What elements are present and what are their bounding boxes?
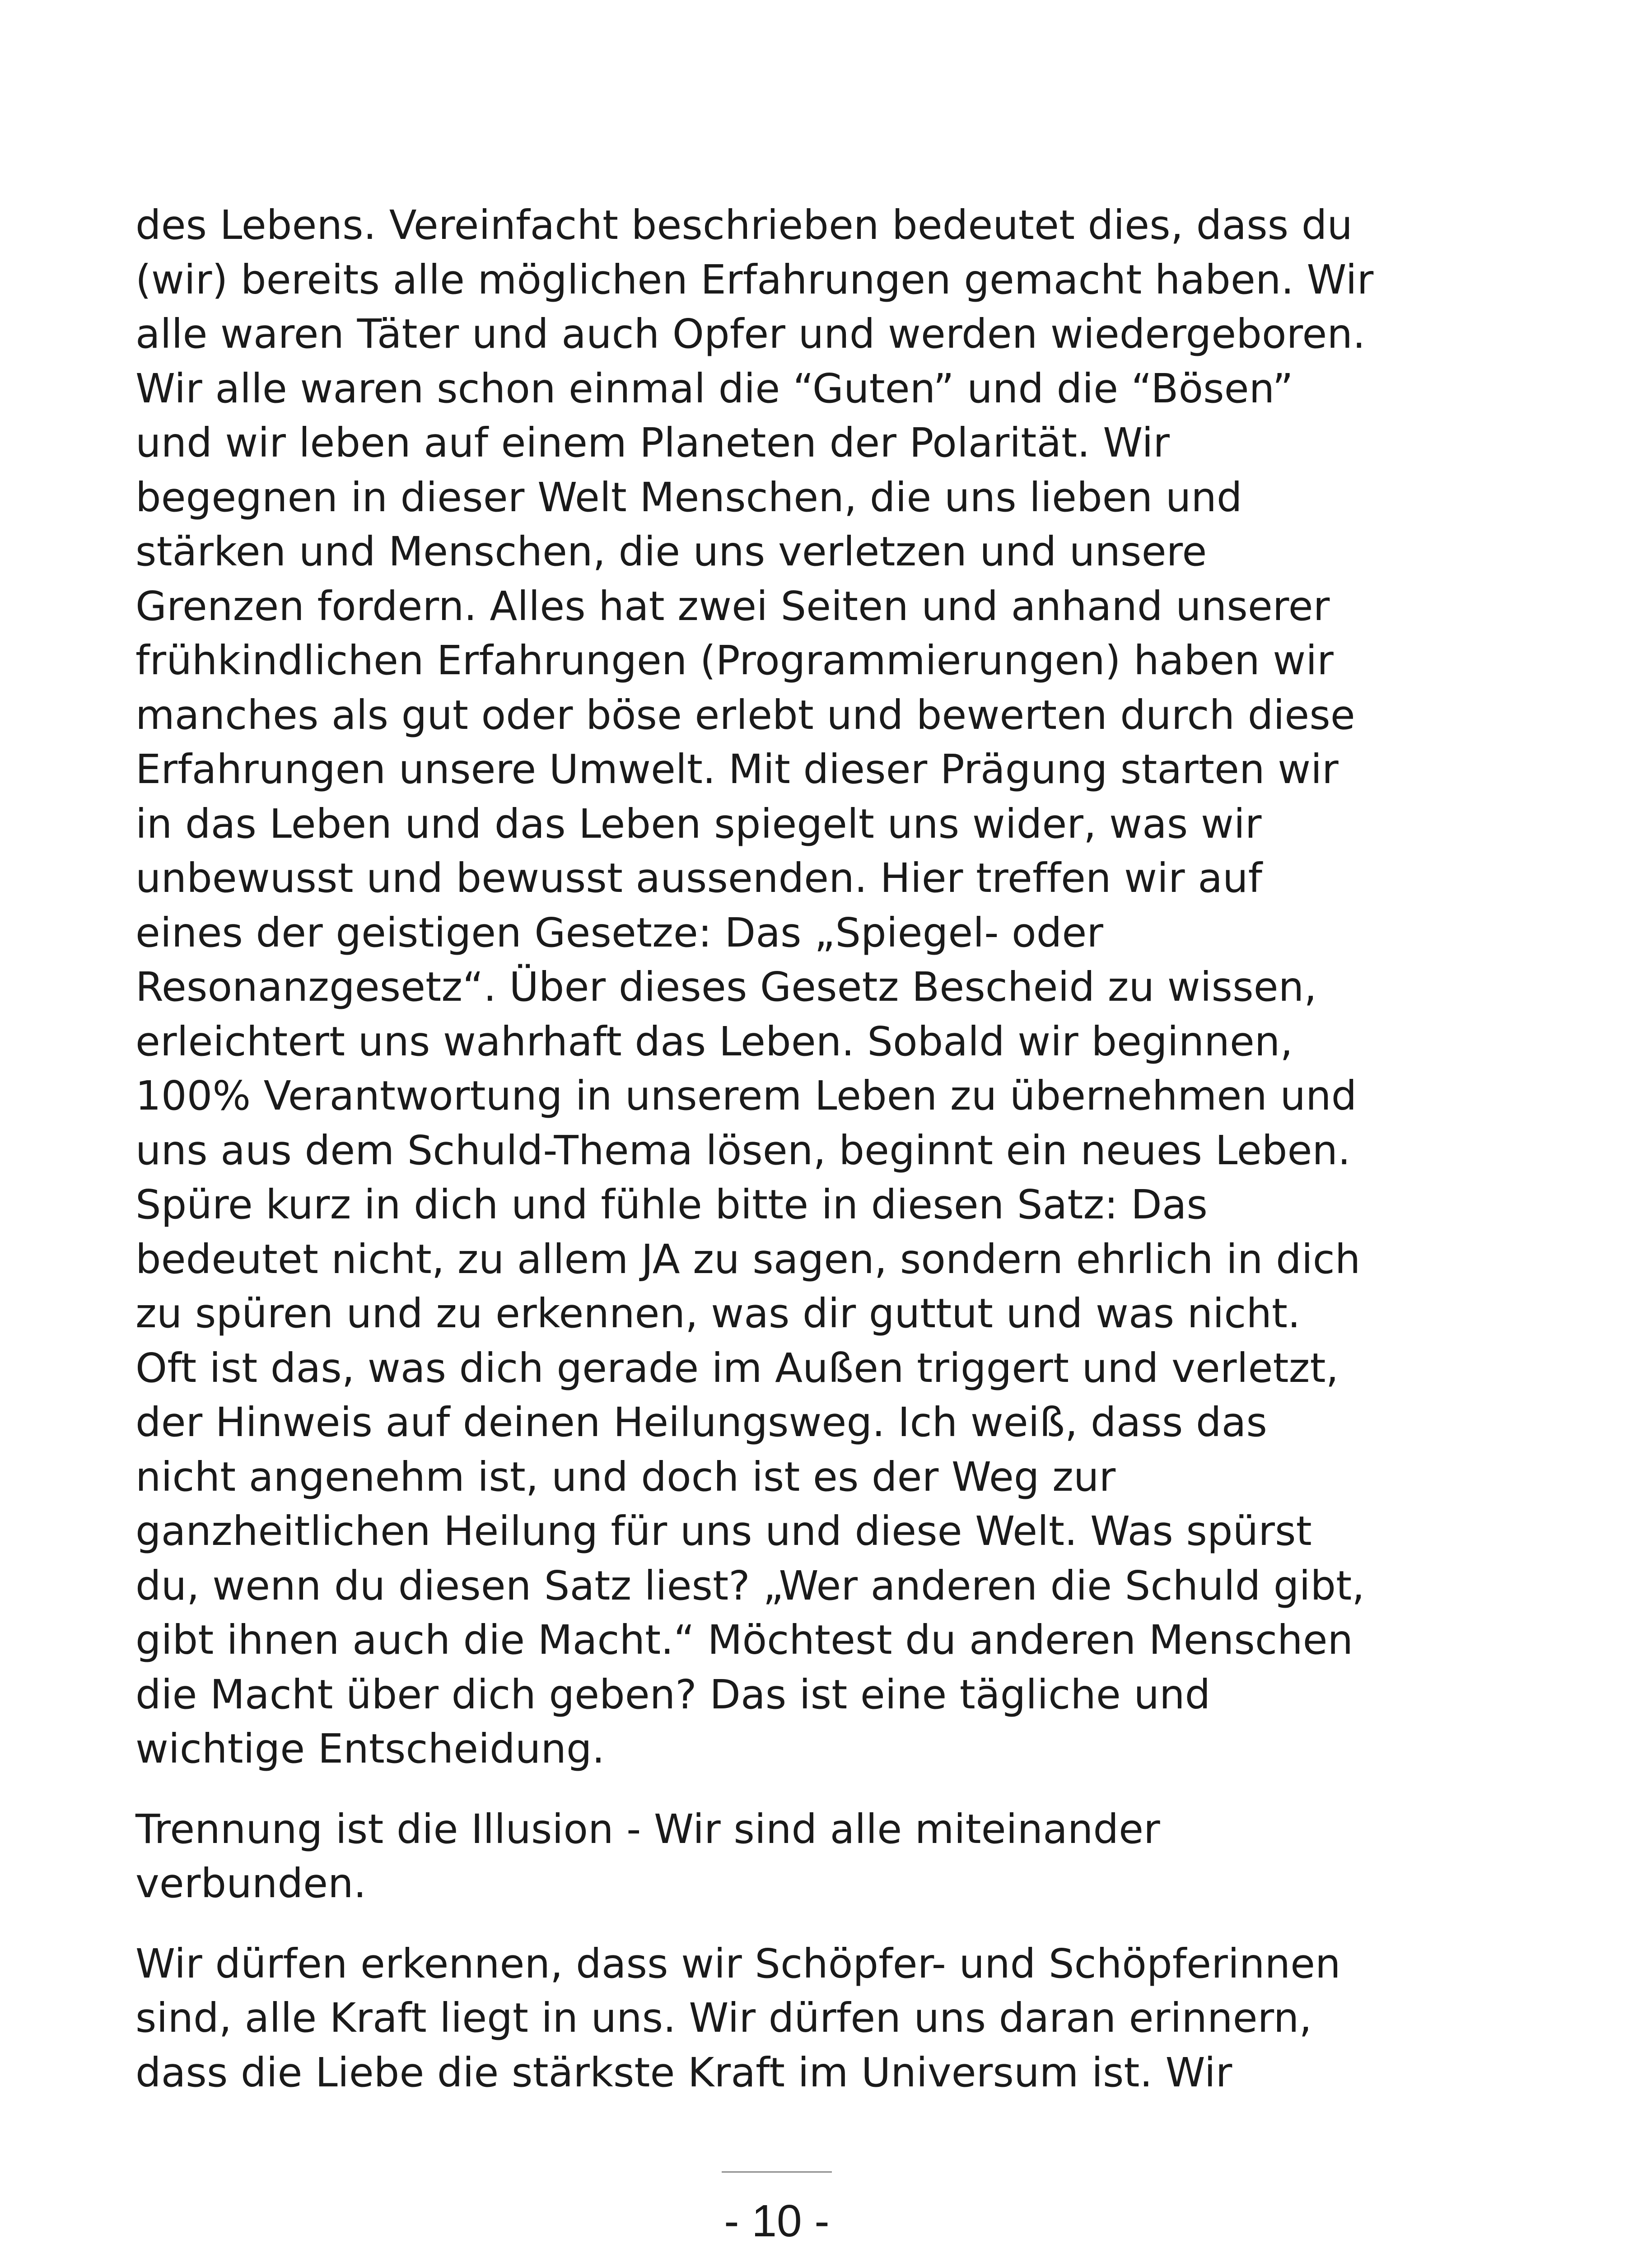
text-line: der Hinweis auf deinen Heilungsweg. Ich weiß, dass das — [135, 1399, 1268, 1446]
text-line: ganzheitlichen Heilung für uns und diese Welt. Was spürst — [135, 1507, 1312, 1554]
text-line: stärken und Menschen, die uns verletzen und unsere — [135, 528, 1207, 575]
footer-divider — [722, 2171, 832, 2173]
text-line: Erfahrungen unsere Umwelt. Mit dieser Prägung starten wir — [135, 746, 1339, 793]
text-line: zu spüren und zu erkennen, was dir guttut und was nicht. — [135, 1290, 1301, 1337]
text-line: alle waren Täter und auch Opfer und werden wiedergeboren. — [135, 310, 1366, 357]
text-line: Grenzen fordern. Alles hat zwei Seiten und anhand unserer — [135, 582, 1330, 630]
text-line: Spüre kurz in dich und fühle bitte in diesen Satz: Das — [135, 1181, 1208, 1228]
text-line: bedeutet nicht, zu allem JA zu sagen, sondern ehrlich in dich — [135, 1235, 1361, 1283]
text-line: eines der geistigen Gesetze: Das „Spiegel- oder — [135, 909, 1104, 956]
text-line: frühkindlichen Erfahrungen (Programmierungen) haben wir — [135, 637, 1334, 684]
paragraph-3 — [135, 1936, 1526, 2100]
paragraph-1 — [135, 198, 1526, 1776]
text-line: dass die Liebe die stärkste Kraft im Universum ist. Wir — [135, 2048, 1232, 2096]
paragraph-2 — [135, 1802, 1526, 1911]
text-line: Oft ist das, was dich gerade im Außen triggert und verletzt, — [135, 1344, 1339, 1391]
text-line: unbewusst und bewusst aussenden. Hier treffen wir auf — [135, 854, 1263, 901]
text-line: du, wenn du diesen Satz liest? „Wer anderen die Schuld gibt, — [135, 1562, 1365, 1609]
text-line: des Lebens. Vereinfacht beschrieben bedeutet dies, dass du — [135, 201, 1353, 248]
text-line: begegnen in dieser Welt Menschen, die uns lieben und — [135, 473, 1242, 521]
text-line: Wir alle waren schon einmal die “Guten” und die “Bösen” — [135, 364, 1293, 412]
text-line: wichtige Entscheidung. — [135, 1725, 605, 1772]
text-line: und wir leben auf einem Planeten der Polarität. Wir — [135, 419, 1170, 466]
text-line: sind, alle Kraft liegt in uns. Wir dürfen uns daran erinnern, — [135, 1994, 1312, 2041]
text-line: verbunden. — [135, 1860, 367, 1907]
text-line: Trennung ist die Illusion - Wir sind alle miteinander — [135, 1805, 1160, 1852]
text-line: in das Leben und das Leben spiegelt uns wider, was wir — [135, 800, 1262, 847]
text-line: die Macht über dich geben? Das ist eine tägliche und — [135, 1670, 1211, 1718]
text-line: manches als gut oder böse erlebt und bewerten durch diese — [135, 691, 1355, 738]
text-line: Resonanzgesetz“. Über dieses Gesetz Bescheid zu wissen, — [135, 963, 1317, 1010]
text-line: gibt ihnen auch die Macht.“ Möchtest du anderen Menschen — [135, 1616, 1353, 1663]
text-line: nicht angenehm ist, und doch ist es der Weg zur — [135, 1453, 1116, 1500]
text-line: (wir) bereits alle möglichen Erfahrungen gemacht haben. Wir — [135, 256, 1374, 303]
body-text — [135, 198, 1526, 2099]
text-line: 100% Verantwortung in unserem Leben zu übernehmen und — [135, 1072, 1357, 1119]
page-number: - 10 - — [724, 2196, 830, 2246]
text-line: erleichtert uns wahrhaft das Leben. Sobald wir beginnen, — [135, 1017, 1293, 1065]
text-line: uns aus dem Schuld-Thema lösen, beginnt ein neues Leben. — [135, 1126, 1351, 1174]
text-line: Wir dürfen erkennen, dass wir Schöpfer- und Schöpferinnen — [135, 1940, 1341, 1987]
